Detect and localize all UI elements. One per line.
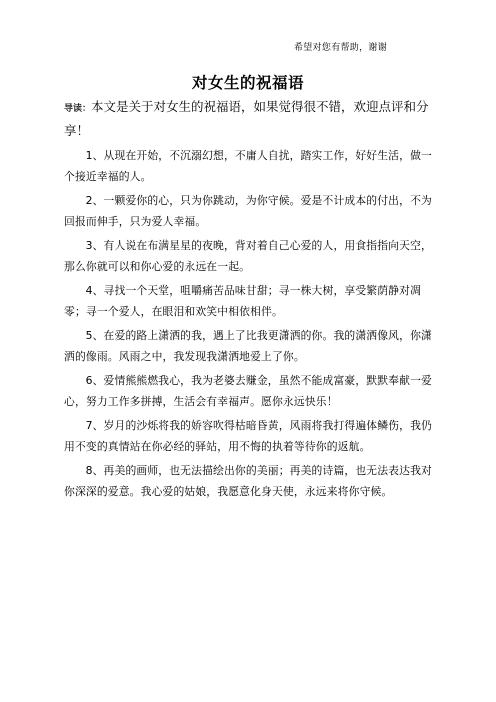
blessing-paragraph-5: 5、在爱的路上潇洒的我，遇上了比我更潇洒的你。我的潇洒像风，你潇洒的像雨。风雨之中，我发现我潇洒地爱上了你。 xyxy=(64,329,432,363)
blessing-paragraph-8: 8、再美的画师，也无法描绘出你的美丽；再美的诗篇，也无法表达我对你深深的爱意。我心爱的姑娘，我愿意化身天使，永远来将你守候。 xyxy=(64,464,432,498)
blessing-paragraph-6: 6、爱情熊熊燃我心，我为老婆去赚金，虽然不能成富豪，默默奉献一爱心，努力工作多拼搏，生活会有幸福声。愿你永远快乐！ xyxy=(64,374,432,408)
page-title: 对女生的祝福语 xyxy=(191,74,304,92)
header-note: 希望对您有帮助，谢谢 xyxy=(294,43,388,53)
intro-text: 本文是关于对女生的祝福语，如果觉得很不错，欢迎点评和分享！ xyxy=(64,99,429,138)
intro-paragraph xyxy=(64,96,432,142)
blessing-paragraph-4: 4、寻找一个天堂，咀嚼痛苦品味甘甜；寻一株大树，享受繁荫静对凋零；寻一个爱人，在眼泪和欢笑中相依相伴。 xyxy=(64,284,422,318)
document-body xyxy=(64,96,432,502)
blessing-paragraph-2: 2、一颗爱你的心，只为你跳动，为你守候。爱是不计成本的付出，不为回报而伸手，只为爱人幸福。 xyxy=(64,194,432,228)
blessing-paragraph-3: 3、有人说在布满星星的夜晚，背对着自己心爱的人，用食指指向天空，那么你就可以和你心爱的永远在一起。 xyxy=(64,239,432,273)
blessing-paragraph-1: 1、从现在开始，不沉溺幻想，不庸人自扰，踏实工作，好好生活，做一个接近幸福的人。 xyxy=(64,149,432,183)
blessing-paragraph-7: 7、岁月的沙烁将我的娇容吹得枯暗昏黄，风雨将我打得遍体鳞伤，我仍用不变的真情站在你必经的驿站，用不悔的执着等待你的返航。 xyxy=(64,419,432,453)
intro-label: 导读： xyxy=(64,104,92,114)
